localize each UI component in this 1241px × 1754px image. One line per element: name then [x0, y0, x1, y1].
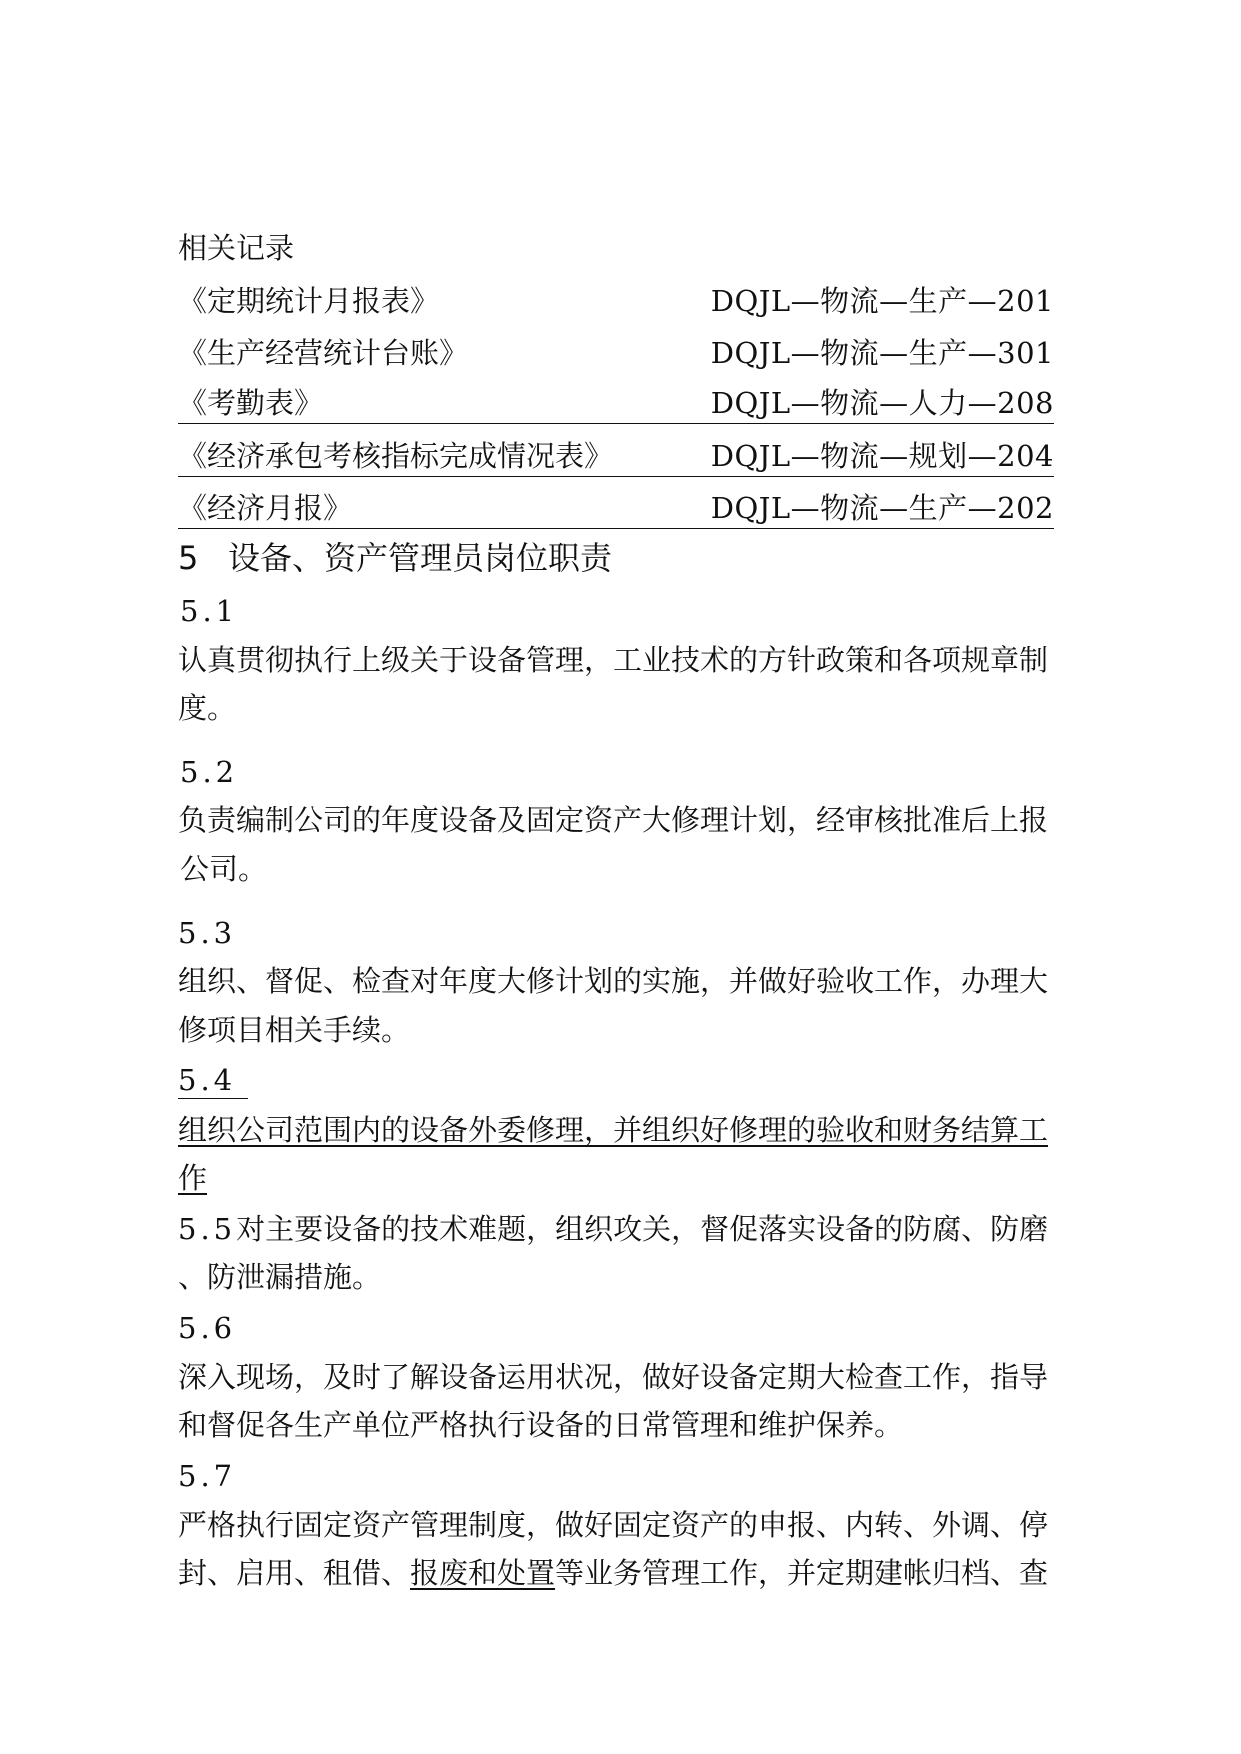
record-row	[178, 333, 1054, 373]
section-number: 5	[178, 539, 199, 577]
records-title: 相关记录	[178, 231, 295, 265]
record-code: DQJL—物流—生产—202	[710, 491, 1054, 525]
record-name: 《考勤表》	[178, 386, 324, 420]
clause-number: 5.4	[178, 1060, 248, 1099]
clause-text: 度。	[178, 691, 237, 725]
record-row	[178, 436, 1054, 477]
clause-text: 对主要设备的技术难题，组织攻关，督促落实设备的防腐、防磨	[236, 1212, 1049, 1246]
clause-text: 和督促各生产单位严格执行设备的日常管理和维护保养。	[178, 1408, 904, 1442]
clause-text: 认真贯彻执行上级关于设备管理，工业技术的方针政策和各项规章制	[178, 643, 1049, 677]
clause-text: 组织、督促、检查对年度大修计划的实施，并做好验收工作，办理大	[178, 964, 1049, 998]
clause-text: 封、启用、租借、	[178, 1556, 411, 1590]
record-name: 《定期统计月报表》	[178, 284, 440, 318]
record-code: DQJL—物流—生产—301	[710, 336, 1054, 370]
record-name: 《生产经营统计台账》	[178, 336, 469, 370]
record-code: DQJL—物流—规划—204	[710, 439, 1054, 473]
clause-text: 深入现场，及时了解设备运用状况，做好设备定期大检查工作，指导	[178, 1360, 1049, 1394]
record-row	[178, 383, 1054, 424]
clause-number: 5.1	[180, 594, 239, 628]
clause-text: 修项目相关手续。	[178, 1013, 411, 1047]
record-row	[178, 281, 1054, 321]
record-row	[178, 488, 1054, 529]
clause-line	[178, 1209, 1054, 1249]
clause-number: 5.3	[178, 916, 237, 950]
clause-text: 负责编制公司的年度设备及固定资产大修理计划，经审核批准后上报	[178, 803, 1049, 837]
clause-text: 组织公司范围内的设备外委修理，并组织好修理的验收和财务结算工	[178, 1113, 1049, 1147]
clause-number: 5.7	[178, 1459, 237, 1493]
record-name: 《经济承包考核指标完成情况表》	[178, 439, 614, 473]
record-code: DQJL—物流—生产—201	[710, 284, 1054, 318]
section-heading	[178, 538, 1054, 578]
clause-text: 严格执行固定资产管理制度，做好固定资产的申报、内转、外调、停	[178, 1508, 1049, 1542]
clause-number: 5.2	[180, 755, 239, 789]
clause-text: 等业务管理工作，并定期建帐归档、查	[555, 1556, 1049, 1590]
record-name: 《经济月报》	[178, 491, 353, 525]
clause-number: 5.6	[178, 1311, 237, 1345]
clause-text: 作	[178, 1161, 208, 1195]
clause-number: 5.5	[178, 1212, 237, 1246]
clause-text: 公司。	[180, 852, 268, 886]
clause-line	[178, 1553, 1054, 1593]
clause-text: 、防泄漏措施。	[178, 1260, 382, 1294]
clause-text-underlined: 报废和处置	[410, 1556, 556, 1590]
section-title: 设备、资产管理员岗位职责	[228, 539, 613, 577]
record-code: DQJL—物流—人力—208	[710, 386, 1054, 420]
